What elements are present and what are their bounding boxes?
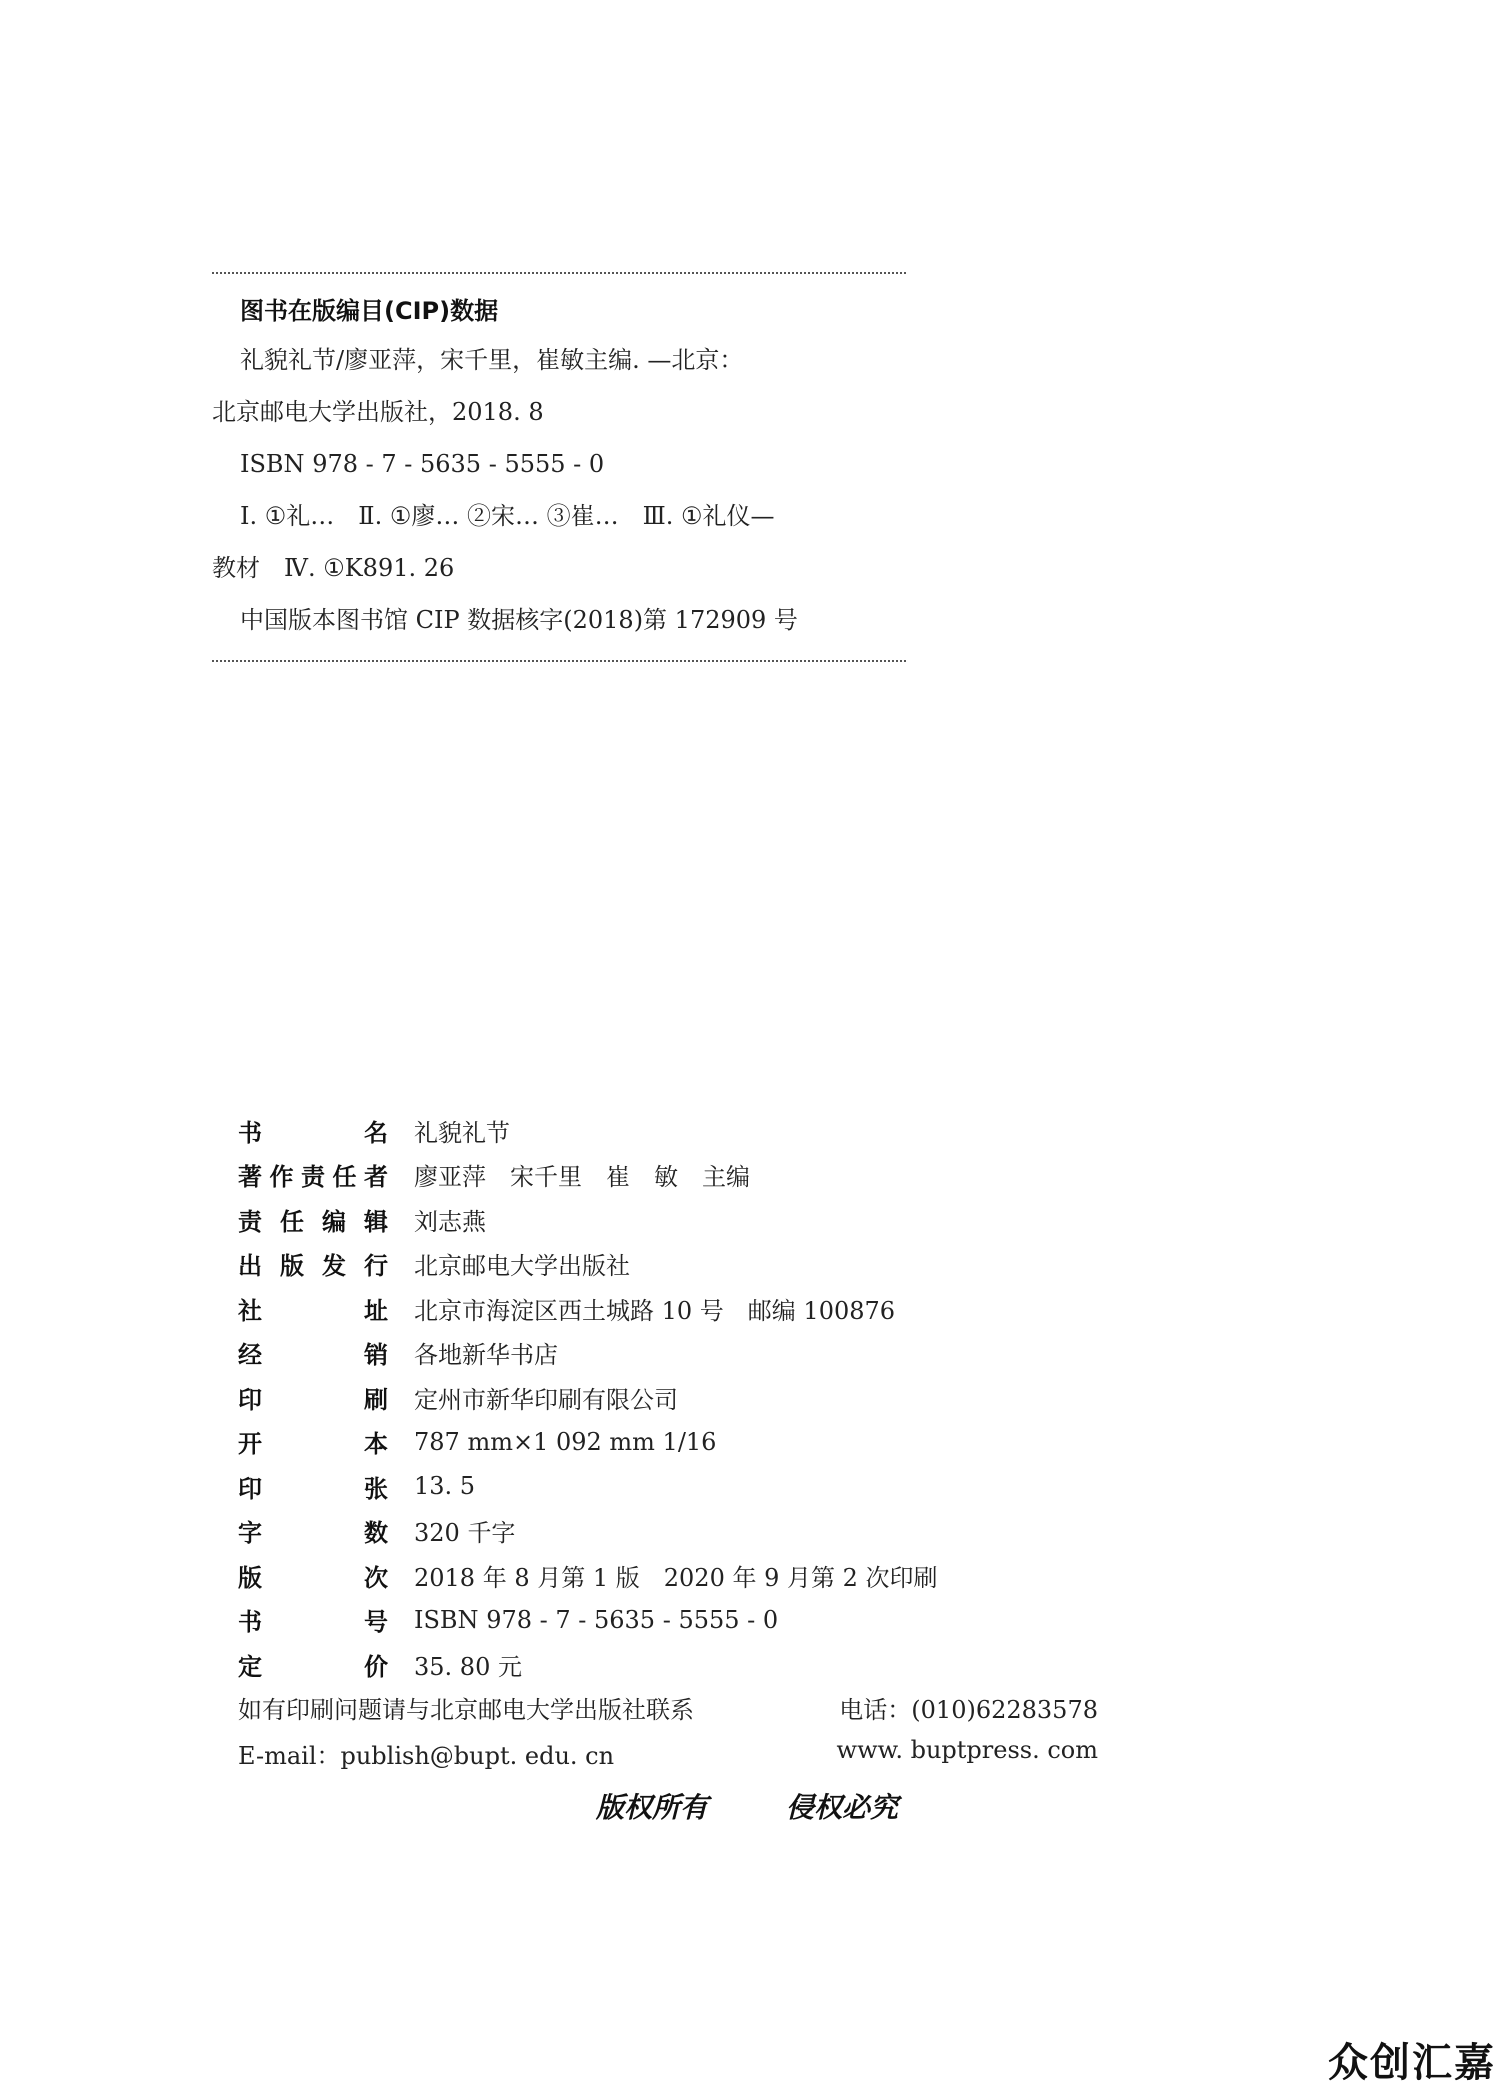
info-row <box>238 1509 1238 1554</box>
info-row-value: 35. 80 元 <box>414 1652 522 1681</box>
info-label-char: 定 <box>238 1652 262 1681</box>
info-row <box>238 1242 1238 1287</box>
info-row-value: 北京市海淀区西土城路 10 号 邮编 100876 <box>414 1296 896 1325</box>
info-label-char: 价 <box>364 1652 388 1681</box>
info-row-label <box>238 1424 388 1459</box>
info-row-value: 320 千字 <box>414 1519 516 1548</box>
info-label-char: 行 <box>364 1252 388 1281</box>
info-label-char: 数 <box>364 1519 388 1548</box>
cip-bottom-dotted-rule <box>212 660 906 662</box>
info-label-char: 字 <box>238 1519 262 1548</box>
info-label-char: 书 <box>238 1608 262 1637</box>
info-row <box>238 1286 1238 1331</box>
info-label-char: 著 <box>238 1163 262 1192</box>
info-row <box>238 1464 1238 1509</box>
info-row <box>238 1108 1238 1153</box>
website-address: www. buptpress. com <box>836 1736 1098 1764</box>
info-label-char: 编 <box>322 1207 346 1236</box>
info-label-char: 任 <box>280 1207 304 1236</box>
copyright-reserved: 版权所有 <box>596 1791 709 1824</box>
email-address: E-mail：publish@bupt. edu. cn <box>238 1742 615 1770</box>
info-label-char: 名 <box>364 1118 388 1147</box>
cip-top-dotted-rule <box>212 272 906 274</box>
info-row <box>238 1553 1238 1598</box>
info-row-value: 13. 5 <box>414 1472 476 1501</box>
info-row-value: 刘志燕 <box>414 1207 486 1236</box>
info-row-label <box>238 1647 388 1682</box>
info-label-char: 开 <box>238 1430 262 1459</box>
info-row-label <box>238 1602 388 1637</box>
info-label-char: 销 <box>364 1341 388 1370</box>
info-label-char: 出 <box>238 1252 262 1281</box>
info-row-value: 北京邮电大学出版社 <box>414 1252 630 1281</box>
info-label-char: 责 <box>301 1163 325 1192</box>
info-row-label <box>238 1202 388 1237</box>
contact-line-phone <box>238 1690 1098 1725</box>
cip-line-classification: 教材 Ⅳ. ①K891. 26 <box>212 554 455 582</box>
info-label-char: 印 <box>238 1385 262 1414</box>
info-row <box>238 1153 1238 1198</box>
info-label-char: 书 <box>238 1118 262 1147</box>
watermark-logo: 众创汇嘉 <box>1328 2040 1496 2086</box>
info-label-char: 任 <box>332 1163 357 1192</box>
info-label-char: 本 <box>364 1430 388 1459</box>
cip-line-publisher: 北京邮电大学出版社，2018. 8 <box>212 398 544 426</box>
cip-block <box>212 272 906 662</box>
info-row <box>238 1642 1238 1687</box>
info-row-value: ISBN 978 - 7 - 5635 - 5555 - 0 <box>414 1605 779 1634</box>
info-row <box>238 1598 1238 1643</box>
info-row-value: 各地新华书店 <box>414 1341 558 1370</box>
info-row-label <box>238 1113 388 1148</box>
info-row <box>238 1197 1238 1242</box>
info-row-label <box>238 1335 388 1370</box>
info-row-value: 礼貌礼节 <box>414 1118 510 1147</box>
cip-body <box>212 334 906 646</box>
info-row <box>238 1420 1238 1465</box>
info-row-value: 787 mm×1 092 mm 1/16 <box>414 1427 717 1456</box>
info-label-char: 发 <box>322 1252 346 1281</box>
cip-line-record-number: 中国版本图书馆 CIP 数据核字(2018)第 172909 号 <box>240 606 798 634</box>
info-row <box>238 1331 1238 1376</box>
cip-line-index-terms: Ⅰ. ①礼… Ⅱ. ①廖… ②宋… ③崔… Ⅲ. ①礼仪— <box>240 502 775 530</box>
info-row-label <box>238 1558 388 1593</box>
info-label-char: 址 <box>364 1296 388 1325</box>
print-issue-notice: 如有印刷问题请与北京邮电大学出版社联系 <box>238 1696 694 1724</box>
info-label-char: 辑 <box>364 1207 388 1236</box>
info-row-label <box>238 1380 388 1415</box>
cip-title: 图书在版编目(CIP)数据 <box>240 297 499 325</box>
info-row-label <box>238 1157 388 1192</box>
info-row-value: 2018 年 8 月第 1 版 2020 年 9 月第 2 次印刷 <box>414 1563 938 1592</box>
info-label-char: 印 <box>238 1474 262 1503</box>
info-row-value: 定州市新华印刷有限公司 <box>414 1385 678 1414</box>
infringement-warning: 侵权必究 <box>786 1791 899 1824</box>
info-label-char: 号 <box>364 1608 388 1637</box>
info-label-char: 版 <box>280 1252 304 1281</box>
info-label-char: 经 <box>238 1341 262 1370</box>
info-row-label <box>238 1469 388 1504</box>
info-label-char: 作 <box>269 1163 294 1192</box>
info-label-char: 社 <box>238 1296 262 1325</box>
cip-line-isbn: ISBN 978 - 7 - 5635 - 5555 - 0 <box>240 450 605 478</box>
info-label-char: 刷 <box>364 1385 388 1414</box>
info-label-char: 次 <box>364 1563 388 1592</box>
info-label-char: 张 <box>364 1474 388 1503</box>
phone-number: 电话：(010)62283578 <box>839 1696 1098 1724</box>
info-label-char: 版 <box>238 1563 262 1592</box>
info-row-value: 廖亚萍 宋千里 崔 敏 主编 <box>414 1163 750 1192</box>
info-row-label <box>238 1291 388 1326</box>
copyright-notice <box>596 1786 898 1826</box>
book-info-table <box>238 1108 1238 1687</box>
contact-line-web <box>238 1736 1098 1771</box>
cip-line-title-authors: 礼貌礼节/廖亚萍，宋千里，崔敏主编. —北京： <box>240 346 744 374</box>
info-label-char: 者 <box>364 1163 388 1192</box>
info-row-label <box>238 1513 388 1548</box>
info-label-char: 责 <box>238 1207 262 1236</box>
info-row-label <box>238 1246 388 1281</box>
info-row <box>238 1375 1238 1420</box>
